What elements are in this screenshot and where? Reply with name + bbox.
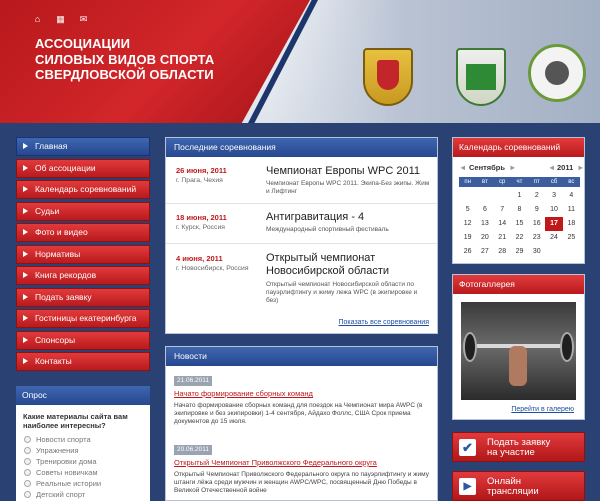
site-title-line-1: АССОЦИАЦИИ	[35, 36, 131, 51]
weekday: пн	[464, 179, 471, 185]
calendar-day[interactable]: 1	[517, 192, 522, 199]
show-all-competitions-link[interactable]: Показать все соревнования	[338, 319, 429, 326]
calendar-day[interactable]: 30	[532, 248, 541, 255]
competitions-title: Последние соревнования	[166, 138, 437, 157]
checkmark-icon: ✔	[459, 439, 476, 456]
nav-item-apply[interactable]: Подать заявку	[16, 288, 150, 307]
site-header	[0, 0, 600, 123]
gallery-link[interactable]: Перейти в галерею	[511, 406, 574, 413]
calendar-day[interactable]: 24	[550, 234, 558, 241]
radio-icon[interactable]	[24, 480, 31, 487]
news-panel	[165, 346, 438, 501]
nav-item-sponsors[interactable]: Спонсоры	[16, 331, 150, 350]
calendar-day[interactable]: 13	[481, 220, 489, 227]
powerlifting-congress-logo	[528, 44, 586, 102]
calendar-day[interactable]: 21	[498, 234, 507, 241]
calendar-day[interactable]	[494, 189, 511, 203]
radio-icon[interactable]	[24, 469, 31, 476]
calendar-day[interactable]: 20	[481, 234, 489, 241]
site-title-line-3: СВЕРДЛОВСКОЙ ОБЛАСТИ	[35, 67, 214, 82]
calendar-day[interactable]: 28	[498, 248, 507, 255]
news-date: 20.06.2011	[174, 445, 212, 455]
competition-item[interactable]	[166, 244, 437, 314]
calendar-day[interactable]	[545, 245, 562, 259]
calendar-week	[459, 217, 580, 231]
mail-icon[interactable]: ✉	[79, 14, 88, 24]
nav-item-calendar[interactable]: Календарь соревнований	[16, 180, 150, 199]
poll-option[interactable]	[16, 456, 150, 467]
poll-panel	[16, 386, 150, 501]
calendar-day[interactable]: 11	[567, 206, 575, 213]
news-item-title[interactable]: Начато формирование сборных команд	[174, 389, 313, 398]
competition-place: г. Прага, Чехия	[176, 177, 223, 184]
competition-title[interactable]: Чемпионат Европы WPC 2011	[266, 165, 420, 177]
calendar-day[interactable]: 7	[500, 206, 505, 213]
plate-shape	[560, 332, 574, 362]
news-item-text: Начато формирование сборных команд для поездок на Чемпионат мира AWPC (в экипировке и без экипировки) 1-4 сентября, Айдахо Фоллс, США Срок приема документов до 15 июля.	[174, 402, 423, 425]
competition-date: 18 июня, 2011	[176, 213, 227, 222]
calendar-day[interactable]: 2	[534, 192, 539, 199]
calendar-day[interactable]: 25	[567, 234, 576, 241]
plate-shape	[463, 332, 477, 362]
calendar-day[interactable]	[563, 245, 580, 259]
poll-option[interactable]	[16, 445, 150, 456]
calendar-day[interactable]: 10	[550, 206, 558, 213]
weekday: вт	[482, 179, 488, 185]
calendar-year: 2011	[557, 163, 574, 172]
ekaterinburg-emblem	[456, 48, 506, 106]
competition-place: г. Новосибирск, Россия	[176, 265, 249, 272]
calendar-month: Сентябрь	[469, 163, 505, 172]
competition-date: 26 июня, 2011	[176, 166, 227, 175]
calendar-title: Календарь соревнований	[453, 138, 584, 157]
home-icon[interactable]: ⌂	[34, 14, 41, 24]
broadcast-button-label: Онлайн трансляции	[487, 476, 539, 497]
calendar-day[interactable]: 15	[515, 220, 524, 227]
calendar-day[interactable]: 23	[532, 234, 541, 241]
calendar-day[interactable]: 18	[567, 220, 576, 227]
weekday: сб	[550, 179, 558, 185]
nav-item-about[interactable]: Об ассоциации	[16, 159, 150, 178]
calendar-day[interactable]: 8	[517, 206, 522, 213]
gallery-photo[interactable]	[461, 302, 576, 400]
calendar-week	[459, 203, 580, 217]
radio-icon[interactable]	[24, 458, 31, 465]
news-item-text: Открытый Чемпионат Приволжского Федерального округа по пауэрлифтингу и жиму штанги лёжа среди мужчин и женщин AWPC/WPC, посвященный Дню Победы в Великой Отечественной войне	[174, 471, 429, 494]
nav-item-judges[interactable]: Судьи	[16, 202, 150, 221]
competition-desc: Чемпионат Европы WPC 2011. Экипа-Без экипы. Жим и Лифтинг	[266, 180, 430, 195]
competition-date: 4 июня, 2011	[176, 254, 223, 263]
video-camera-icon: ▶	[459, 478, 476, 495]
calendar-week	[459, 189, 580, 203]
poll-option-label: Новости спорта	[36, 435, 91, 444]
prev-year-icon[interactable]: ◄	[548, 163, 556, 172]
weekday: ср	[499, 179, 506, 185]
poll-option-label: Тренировки дома	[36, 457, 97, 466]
apply-button-label: Подать заявку на участие	[487, 437, 551, 458]
calendar-day[interactable]: 5	[465, 206, 470, 213]
next-year-icon[interactable]: ►	[577, 163, 585, 172]
news-item-title[interactable]: Открытый Чемпионат Приволжского Федерального округа	[174, 458, 377, 467]
calendar-panel	[452, 137, 585, 264]
nav-item-standards[interactable]: Нормативы	[16, 245, 150, 264]
calendar-day[interactable]	[476, 189, 493, 203]
competition-title[interactable]: Антигравитация - 4	[266, 211, 365, 223]
calendar-day[interactable]: 27	[481, 248, 489, 255]
calendar-day[interactable]: 14	[498, 220, 507, 227]
nav-item-contacts[interactable]: Контакты	[16, 352, 150, 371]
calendar-day[interactable]: 29	[515, 248, 524, 255]
calendar-week	[459, 231, 580, 245]
calendar-day[interactable]	[459, 189, 476, 203]
calendar-day[interactable]: 12	[463, 220, 472, 227]
broadcast-button[interactable]	[452, 471, 585, 501]
poll-option[interactable]	[16, 467, 150, 478]
calendar-nav	[457, 163, 585, 173]
calendar-day[interactable]: 16	[532, 220, 541, 227]
calendar-day-selected[interactable]: 17	[545, 217, 562, 231]
prev-month-icon[interactable]: ◄	[459, 163, 467, 172]
calendar-weekdays	[459, 177, 580, 187]
calendar-day[interactable]: 4	[569, 192, 574, 199]
calendar-day[interactable]: 3	[552, 192, 557, 199]
news-title: Новости	[166, 347, 437, 366]
nav-item-home[interactable]: Главная	[16, 137, 150, 156]
gallery-panel	[452, 274, 585, 420]
next-month-icon[interactable]: ►	[509, 163, 517, 172]
calendar-grid	[459, 177, 580, 259]
poll-option-label: Советы новичкам	[36, 468, 98, 477]
top-icons	[32, 14, 89, 25]
nav-item-media[interactable]: Фото и видео	[16, 223, 150, 242]
competition-item[interactable]	[166, 157, 437, 204]
poll-question: Какие материалы сайта вам наиболее интересны?	[23, 412, 128, 430]
poll-option[interactable]	[16, 478, 150, 489]
weekday: пт	[533, 179, 540, 185]
gallery-title: Фотогаллерея	[453, 275, 584, 294]
nav-item-hotels[interactable]: Гостиницы екатеринбурга	[16, 309, 150, 328]
poll-option-label: Упражнения	[36, 446, 79, 455]
competition-desc: Открытый чемпионат Новосибирской области по пауэрлифтингу и жиму лежа WPC (в экипировке и без)	[266, 281, 418, 304]
competition-place: г. Курск, Россия	[176, 224, 225, 231]
sverdlovsk-emblem	[363, 48, 413, 106]
poll-option-label: Детский спорт	[36, 490, 86, 499]
calendar-day[interactable]: 22	[515, 234, 524, 241]
site-title-line-2: СИЛОВЫХ ВИДОВ СПОРТА	[35, 51, 215, 67]
news-date: 21.06.2011	[174, 376, 212, 386]
radio-icon[interactable]	[24, 491, 31, 498]
calendar-day[interactable]: 9	[534, 206, 539, 213]
competition-item[interactable]	[166, 204, 437, 244]
weekday: чт	[516, 179, 523, 185]
competitions-panel	[165, 137, 438, 334]
site-title[interactable]	[35, 36, 214, 83]
apply-button[interactable]	[452, 432, 585, 462]
poll-title: Опрос	[16, 386, 150, 405]
nav-item-records[interactable]: Книга рекордов	[16, 266, 150, 285]
competition-desc: Международный спортивный фестиваль	[266, 226, 389, 233]
lifter-shape	[509, 346, 527, 386]
calendar-day[interactable]: 19	[463, 234, 472, 241]
poll-option[interactable]	[16, 489, 150, 500]
sitemap-icon[interactable]: ▦	[56, 14, 65, 24]
radio-icon[interactable]	[24, 436, 31, 443]
radio-icon[interactable]	[24, 447, 31, 454]
main-nav	[16, 137, 150, 374]
calendar-day[interactable]: 6	[482, 206, 487, 213]
weekday: вс	[568, 179, 575, 185]
calendar-week	[459, 245, 580, 259]
calendar-day[interactable]: 26	[463, 248, 472, 255]
competition-title[interactable]: Открытый чемпионат Новосибирской области	[266, 252, 390, 277]
poll-option-label: Реальные истории	[36, 479, 102, 488]
poll-option[interactable]	[16, 434, 150, 445]
